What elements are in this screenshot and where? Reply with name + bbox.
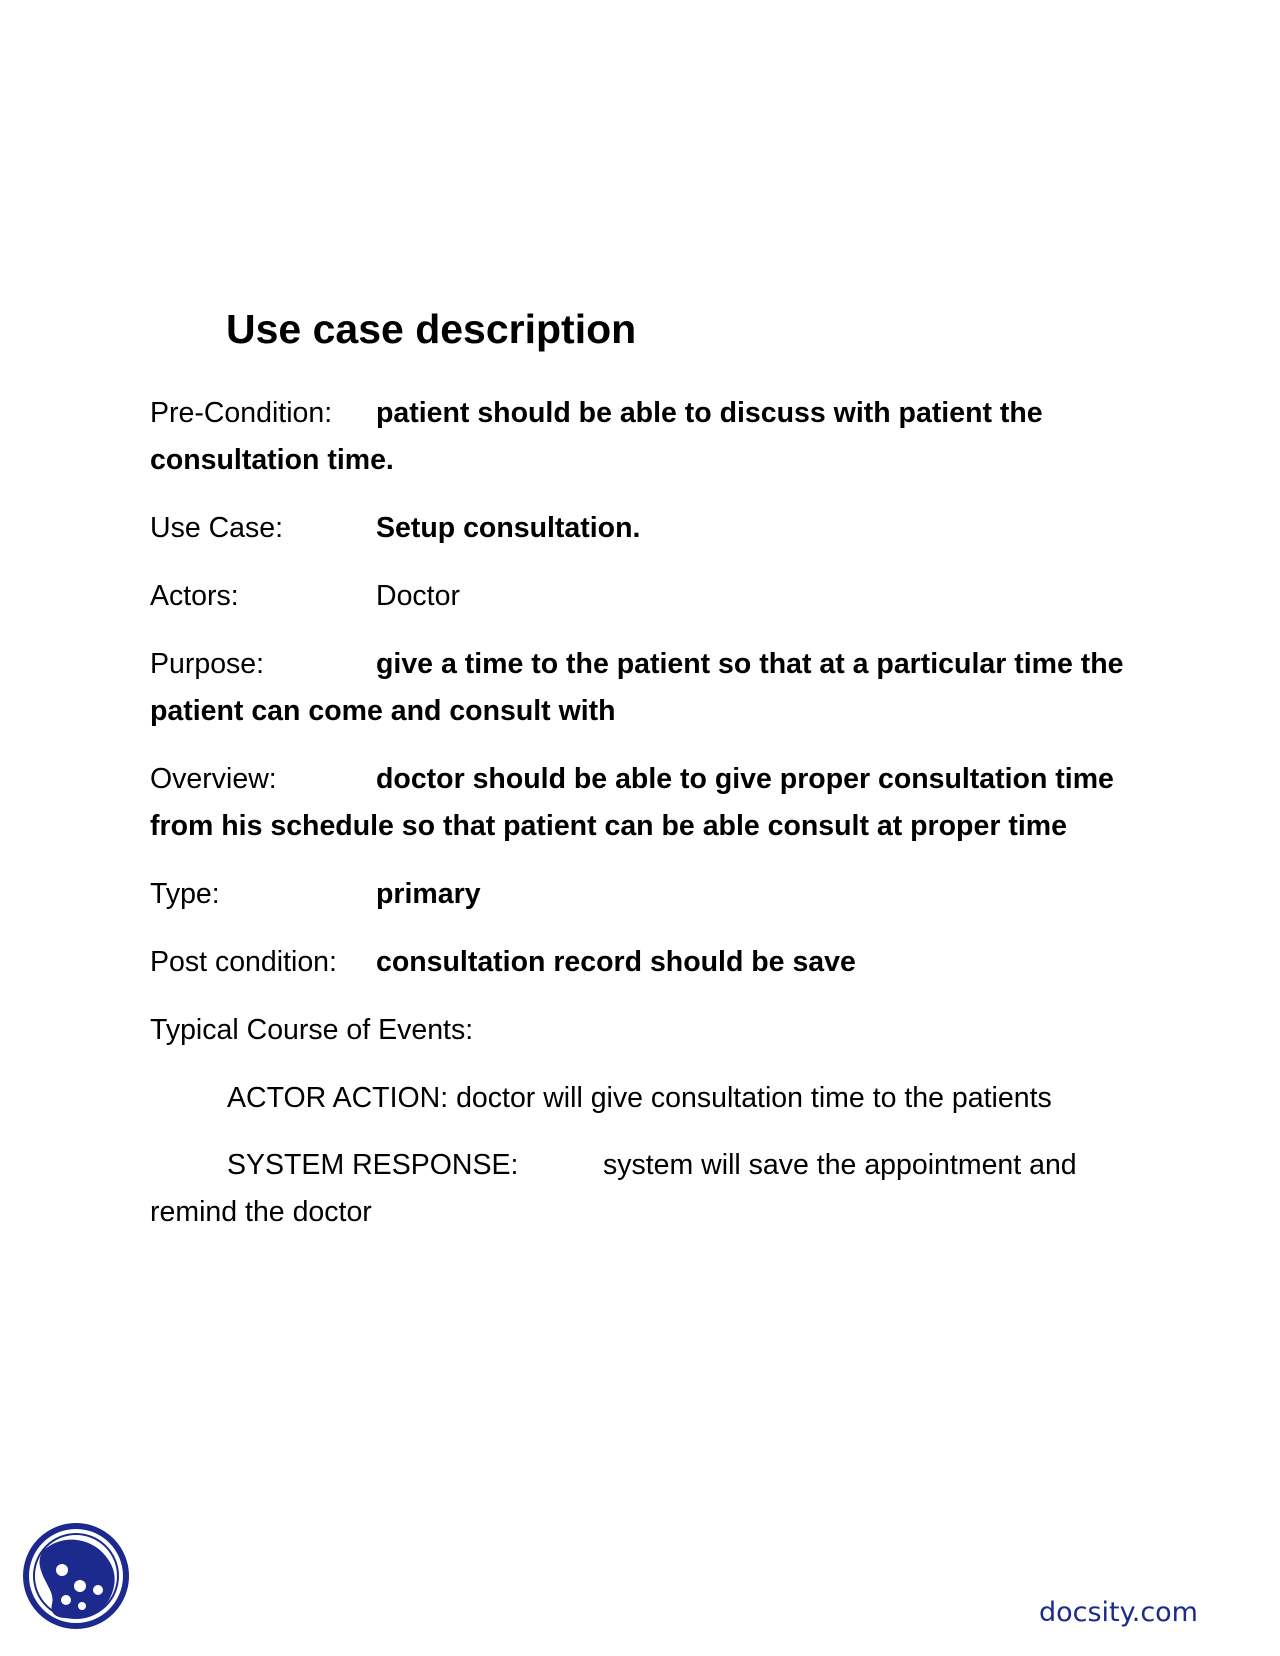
entry-value: give a time to the patient so that at a particular time the patient can come and consult with [150,648,1124,727]
entry-actors [150,573,1140,620]
actor-action: ACTOR ACTION: doctor will give consultation time to the patients [227,1082,1052,1114]
entry-purpose [150,641,1140,735]
entry-label: Post condition: [150,946,337,978]
entry-post-condition [150,939,1140,986]
page-title: Use case description [226,306,637,352]
entry-pre-condition [150,390,1140,484]
use-case-body [150,390,1140,1256]
entry-label: Type: [150,878,220,910]
entry-label: Purpose: [150,648,265,680]
system-response [150,1142,1140,1236]
system-response-text: system will save the appointment and remind the doctor [150,1149,1077,1228]
events-heading: Typical Course of Events: [150,1014,474,1046]
entry-type [150,871,1140,918]
entry-use-case [150,505,1140,552]
entry-value: Setup consultation. [376,512,641,544]
entry-value: doctor should be able to give proper consultation time from his schedule so that patient can be able consult at proper time [150,763,1114,842]
entry-label: Pre-Condition: [150,397,333,429]
entry-value: primary [376,878,481,910]
docsity-logo-icon[interactable] [22,1520,132,1632]
system-response-label: SYSTEM RESPONSE: [227,1149,519,1181]
entry-overview [150,756,1140,850]
entry-label: Use Case: [150,512,284,544]
entry-value: Doctor [376,580,460,612]
brand-link[interactable]: docsity.com [1038,1597,1198,1628]
entry-label: Overview: [150,763,277,795]
entry-value: consultation record should be save [376,946,856,978]
entry-value: patient should be able to discuss with patient the consultation time. [150,397,1043,476]
entry-label: Actors: [150,580,239,612]
